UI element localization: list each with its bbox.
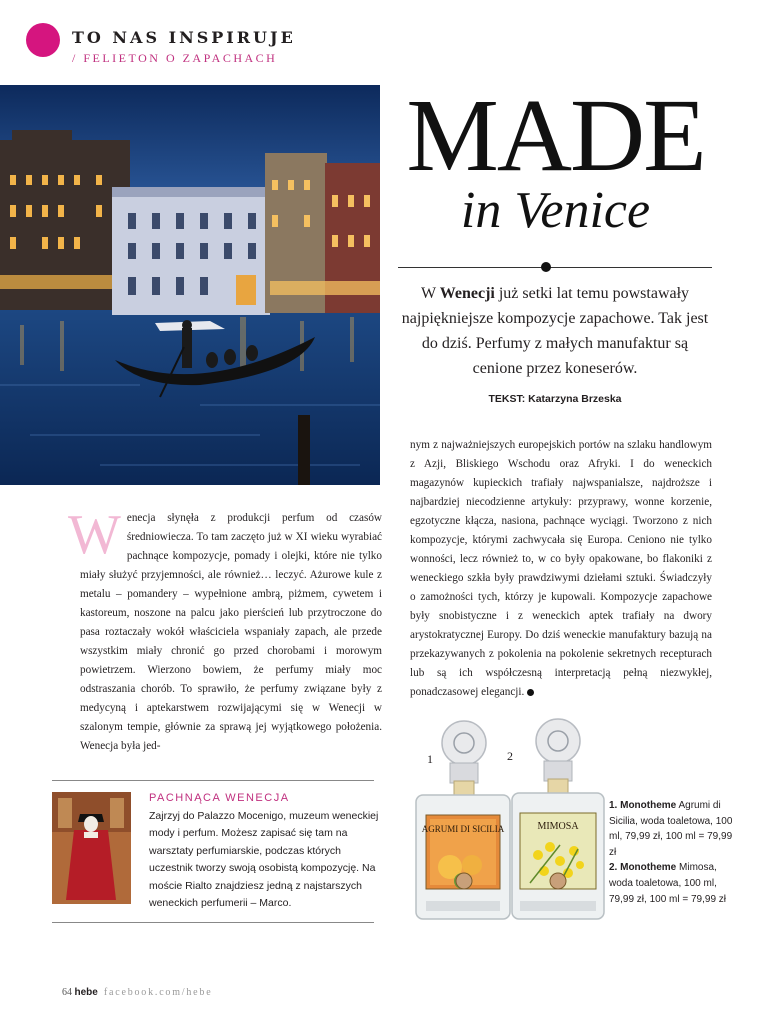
product-1 bbox=[609, 798, 739, 860]
sidebar-title: PACHNĄCA WENECJA bbox=[149, 792, 290, 804]
title-divider bbox=[398, 267, 712, 268]
lead-prefix: W bbox=[420, 285, 440, 302]
product-1-brand: 1. Monotheme bbox=[609, 800, 677, 811]
end-mark-icon bbox=[527, 689, 534, 696]
section-subkicker: / FELIETON O ZAPACHACH bbox=[72, 51, 278, 65]
product-1-desc: Agrumi di Sicilia, woda toaletowa, 100 ml, 79,99 zł, 100 ml = 79,99 zł bbox=[609, 800, 733, 858]
masked-costume-photo bbox=[52, 792, 131, 904]
footer-brand: hebe bbox=[74, 987, 98, 998]
headline-made: MADE bbox=[406, 78, 705, 193]
product-number-1: 1 bbox=[427, 752, 433, 766]
product-2-brand: 2. Monotheme bbox=[609, 862, 677, 874]
lead-bold-word: Wenecji bbox=[439, 285, 495, 302]
section-kicker: TO NAS INSPIRUJE bbox=[72, 28, 296, 47]
body-column-right bbox=[410, 436, 712, 702]
body-left-text: enecja słynęła z produkcji perfum od czasów średniowiecza. To tam zaczęto już w XI wieku wyrabiać pachnące kompozycje, pomady i olejki, które nie tylko miały służyć przyjemności, ale również… leczyć. Ażurowe kule z metalu – pomandery – wypełnione ambrą, piżmem, cywetem i kastoreum, noszone na palcu jako pierścień lub przytroczone do pasa roztaczały wokół właściciela wspaniały zapach, ale przede wszystkim miały chronić go przed chorobami i morowym powietrzem. Wierzono bowiem, że perfumy miały moc odstraszania chorób. To sprawiło, że perfumy związane były z medycyną i aptekarstwem rozwijającymi się w Wenecji w szalonym tempie, głównie za sprawą jej wyjątkowego położenia. Wenecja była jed- bbox=[80, 512, 382, 752]
headline-in-venice: in Venice bbox=[460, 182, 651, 239]
body-right-text: nym z najważniejszych europejskich portów na szlaku handlowym z Azji, Bliskiego Wschodu oraz Afryki. I do weneckich magazynów kupieckich trafiały najwspanialsze, najdroższe i najbardziej niecodzienne artykuły: przyprawy, wonne korzenie, egzotyczne kłącza, nasiona, pachnące wyciągi. Tworzono z nich kompozycje, którymi zachwycała się Europa. Ceniono nie tylko wonności, lecz również to, w co były opakowane, bo flakoniki z weneckiego szkła były prawdziwymi dziełami sztuki. Świadczyły o zamożności tych, którzy je kupowali. Kompozycje zapachowe były snobistyczne i z weneckich aptek trafiały na dwory arystokratycznej Europy. Do dziś weneckie manufaktury bazują na przekazywanych z pokolenia na pokolenie sekretnych recepturach lub są ich współczesną interpretacją pełną niezwykłej, ponadczasowej elegancji. bbox=[410, 439, 712, 698]
product-number-2: 2 bbox=[507, 749, 513, 763]
product-2-desc: Mimosa, woda toaletowa, 100 ml, 79,99 zł, 100 ml = 79,99 zł bbox=[609, 862, 727, 905]
lead-rest: już setki lat temu powstawały najpiękniejsze kompozycje zapachowe. Tak jest do dziś. Perfumy z małych manufaktur są cenione przez koneserów. bbox=[401, 285, 709, 377]
page-number: 64 bbox=[62, 987, 72, 998]
magenta-dot-icon bbox=[26, 23, 60, 57]
sidebar-top-rule bbox=[52, 780, 374, 781]
body-column-left bbox=[68, 504, 382, 756]
product-2 bbox=[609, 860, 739, 907]
bottle-mimosa-icon bbox=[512, 719, 604, 919]
bottle-1-label: AGRUMI DI SICILIA bbox=[421, 824, 505, 834]
bottle-2-label: MIMOSA bbox=[537, 821, 579, 832]
sidebar-text: Zajrzyj do Palazzo Mocenigo, muzeum weneckiej mody i perfum. Możesz zapisać się tam na warsztaty perfumiarskie, podczas których uczestnik tworzy swoją osobistą kompozycję. Na moście Rialto znajdziesz jedną z najstarszych weneckich perfumerii – Marco. bbox=[149, 810, 379, 910]
sidebar-bottom-rule bbox=[52, 922, 374, 923]
footer-facebook-link[interactable]: facebook.com/hebe bbox=[103, 987, 213, 998]
page-footer bbox=[62, 987, 212, 998]
perfume-bottles bbox=[410, 715, 605, 930]
lead-paragraph bbox=[398, 281, 712, 381]
byline: TEKST: Katarzyna Brzeska bbox=[488, 393, 622, 405]
dropcap: W bbox=[68, 504, 121, 566]
venice-canal-photo bbox=[0, 85, 380, 485]
product-list bbox=[609, 798, 739, 907]
divider-dot-icon bbox=[541, 262, 551, 272]
bottle-agrumi-icon bbox=[416, 721, 510, 919]
